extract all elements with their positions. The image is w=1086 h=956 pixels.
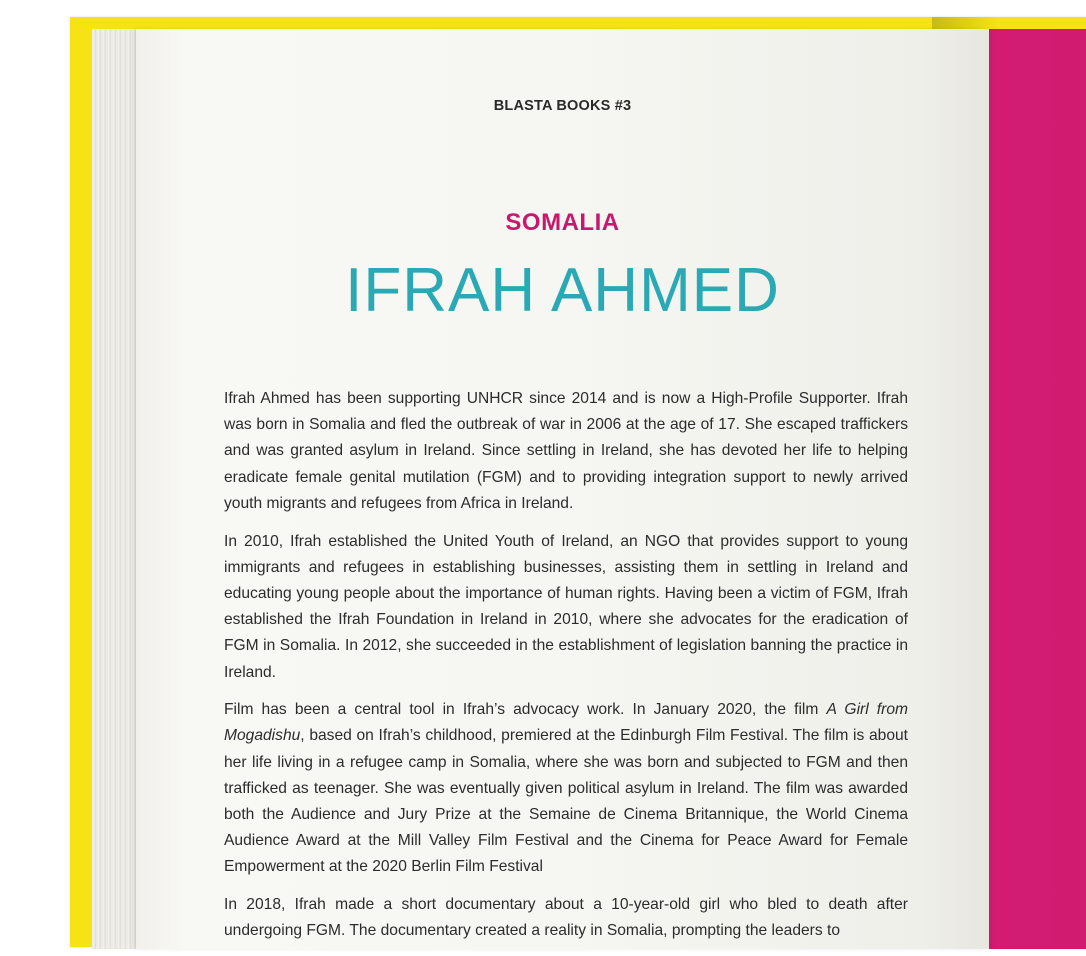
- book-cover-front-edge: [989, 29, 1086, 949]
- series-title: BLASTA BOOKS #3: [493, 98, 632, 114]
- person-name-heading: IFRAH AHMED: [345, 256, 780, 325]
- body-text: [224, 386, 908, 956]
- paragraph: In 2018, Ifrah made a short documentary about a 10-year-old girl who bled to death after undergoing FGM. The documentary created a reality in Somalia, prompting the leaders to: [224, 896, 908, 940]
- paragraph: Film has been a central tool in Ifrah’s advocacy work. In January 2020, the film A Girl from Mogadishu, based on Ifrah’s childhood, premiered at the Edinburgh Film Festival. The film is about her life living in a refugee camp in Somalia, where she was born and subjected to FGM and then trafficked as teenager. She was eventually given political asylum in Ireland. The film was awarded both the Audience and Jury Prize at the Semaine de Cinema Britannique, the World Cinema Audience Award at the Mill Valley Film Festival and the Cinema for Peace Award for Female Empowerment at the 2020 Berlin Film Festival: [224, 701, 908, 876]
- paragraph: In 2010, Ifrah established the United Youth of Ireland, an NGO that provides support to young immigrants and refugees in establishing businesses, assisting them in settling in Ireland and educating young people about the importance of human rights. Having been a victim of FGM, Ifrah established the Ifrah Foundation in Ireland in 2010, where she advocates for the eradication of FGM in Somalia. In 2012, she succeeded in the establishment of legislation banning the practice in Ireland.: [224, 532, 908, 681]
- paragraph: Ifrah Ahmed has been supporting UNHCR since 2014 and is now a High-Profile Supporter. Ifrah was born in Somalia and fled the outbreak of war in 2006 at the age of 17. She escaped traffickers and was granted asylum in Ireland. Since settling in Ireland, she has devoted her life to helping eradicate female genital mutilation (FGM) and to providing integration support to newly arrived youth migrants and refugees from Africa in Ireland.: [224, 390, 908, 512]
- country-heading: SOMALIA: [505, 209, 620, 236]
- film-title: A Girl from Mogadishu: [224, 701, 908, 745]
- book-page: [136, 29, 989, 949]
- page-edges: [92, 29, 140, 949]
